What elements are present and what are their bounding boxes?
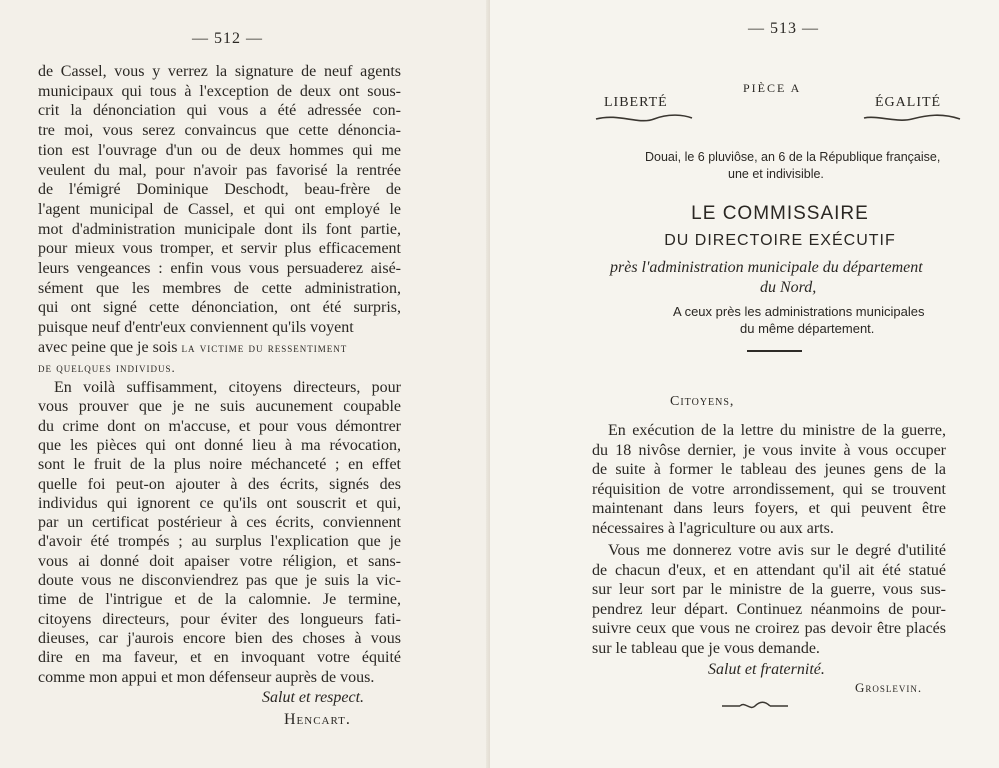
divider-rule <box>747 350 802 352</box>
right-swash-ornament <box>862 113 962 125</box>
salutation-citoyens: Citoyens, <box>670 394 735 409</box>
address-line-1: A ceux près les administrations municipales <box>673 304 925 319</box>
text-line: de suite à former le tableau des jeunes gens de la <box>592 461 946 478</box>
signature: Groslevin. <box>855 680 923 695</box>
text-line: sont le fruit de la plus noire méchanceté ; en effet <box>38 456 401 474</box>
text-line: dire en ma faveur, et en invoquant votre équité <box>38 649 401 667</box>
text-line: leurs vengeances : enfin vous vous persuaderez aisé- <box>38 260 401 277</box>
liberte-heading: LIBERTÉ <box>604 95 668 110</box>
text-line: du crime dont on m'accuse, et pour vous démontrer <box>38 417 401 435</box>
page-number-512: — 512 — <box>192 30 263 47</box>
smallcaps-text: la victime du ressentiment <box>181 340 348 355</box>
address-line-2: du même département. <box>740 321 875 336</box>
text-line: individus qui ignorent ce qu'ils ont souscrit et qui, <box>38 494 401 512</box>
subtitle-line-1: près l'administration municipale du département <box>610 259 923 276</box>
text-line: l'agent municipal de Cassel, et qui ont employé le <box>38 200 401 218</box>
egalite-heading: ÉGALITÉ <box>875 95 942 110</box>
subtitle-line-2: du Nord, <box>760 279 817 296</box>
title-directoire: DU DIRECTOIRE EXÉCUTIF <box>664 232 896 249</box>
text-line: de chacun d'eux, et en attendant qu'il ait été statué <box>592 561 946 579</box>
text-span: avec peine que je sois <box>38 339 178 356</box>
text-line: de quelques individus. <box>38 360 176 375</box>
text-line: par un certificat postérieur à ces écrits, conviennent <box>38 514 401 532</box>
title-commissaire: LE COMMISSAIRE <box>691 203 869 224</box>
right-page <box>490 0 999 768</box>
page-number-513: — 513 — <box>748 20 819 37</box>
text-line: sément que les membres de cette administration, <box>38 279 401 297</box>
text-line: mot d'administration municipale dont ils font partie, <box>38 220 401 238</box>
text-line: comme mon appui et mon défenseur auprès de vous. <box>38 668 375 686</box>
text-line: de l'émigré Dominique Deschodt, beau-frère de <box>38 181 401 199</box>
text-line: nécessaires à l'agriculture ou aux arts. <box>592 519 834 537</box>
text-line: Vous me donnerez votre avis sur le degré d'utilité <box>608 542 946 559</box>
text-line: crit la dénonciation qui vous a été adressée con- <box>38 102 401 120</box>
text-line: sur leur sort par le ministre de la guerre, vous sus- <box>592 581 946 598</box>
text-line: time de l'intrigue et de la calomnie. Je termine, <box>38 591 401 609</box>
date-line-1: Douai, le 6 pluviôse, an 6 de la République française, <box>645 150 941 164</box>
text-line: En exécution de la lettre du ministre de la guerre, <box>608 422 946 439</box>
text-line: puisque neuf d'entr'eux conviennent qu'ils voyent <box>38 319 354 337</box>
text-line: En voilà suffisamment, citoyens directeurs, pour <box>54 379 401 396</box>
left-swash-ornament <box>594 113 694 125</box>
text-line: qui ont signé cette dénonciation, ont été surpris, <box>38 299 401 317</box>
text-line: veulent du mal, pour n'avoir pas favorisé la rentrée <box>38 161 401 179</box>
text-line: vous ai donné doit apaiser votre réligion, et sans- <box>38 552 401 570</box>
text-line: tion est l'ouvrage d'un ou de deux hommes qui me <box>38 141 401 159</box>
text-line: doute vous ne disconviendrez pas que je suis la vic- <box>38 572 401 589</box>
signature: Hencart. <box>284 711 351 728</box>
text-line: d'avoir été trompés ; au surplus l'explication que je <box>38 533 401 551</box>
text-line: tre moi, vous serez convaincus que cette dénoncia- <box>38 122 401 140</box>
text-line: pour mieux vous tromper, et servir plus efficacement <box>38 240 401 258</box>
text-line: pendrez leur départ. Continuez néanmoins de pour- <box>592 600 946 618</box>
text-line: du 18 nivôse dernier, je vous invite à vous occuper <box>592 441 946 459</box>
piece-label: PIÈCE A <box>743 81 802 95</box>
text-line <box>38 338 401 358</box>
text-line: réquisition de votre arrondissement, qui se trouvent <box>592 480 946 498</box>
left-page <box>0 0 490 768</box>
text-line: que les pièces qui ont donné lieu à ma révocation, <box>38 436 401 454</box>
text-line: quelle foi peut-on ajouter à des écrits, signés des <box>38 475 401 493</box>
text-line: maintenant dans leurs foyers, et qui peuvent être <box>592 500 946 517</box>
text-line: vous prouver que je ne suis aucunement coupable <box>38 398 401 416</box>
text-line: municipaux qui tous à l'exception de deux ont sous- <box>38 82 401 100</box>
date-line-2: une et indivisible. <box>728 167 824 181</box>
text-line: citoyens directeurs, pour éviter des longueurs fati- <box>38 610 401 628</box>
ornament-flourish-icon <box>720 700 790 712</box>
text-line: suivre ceux que vous ne croirez pas devoir être placés <box>592 620 946 637</box>
closing-salutation: Salut et fraternité. <box>708 661 825 678</box>
text-line: de Cassel, vous y verrez la signature de neuf agents <box>38 63 401 80</box>
text-line: dieuses, car j'aurois encore bien des choses à vous <box>38 629 401 647</box>
text-line: sur le tableau que je vous demande. <box>592 639 820 657</box>
closing-salutation: Salut et respect. <box>262 689 365 706</box>
